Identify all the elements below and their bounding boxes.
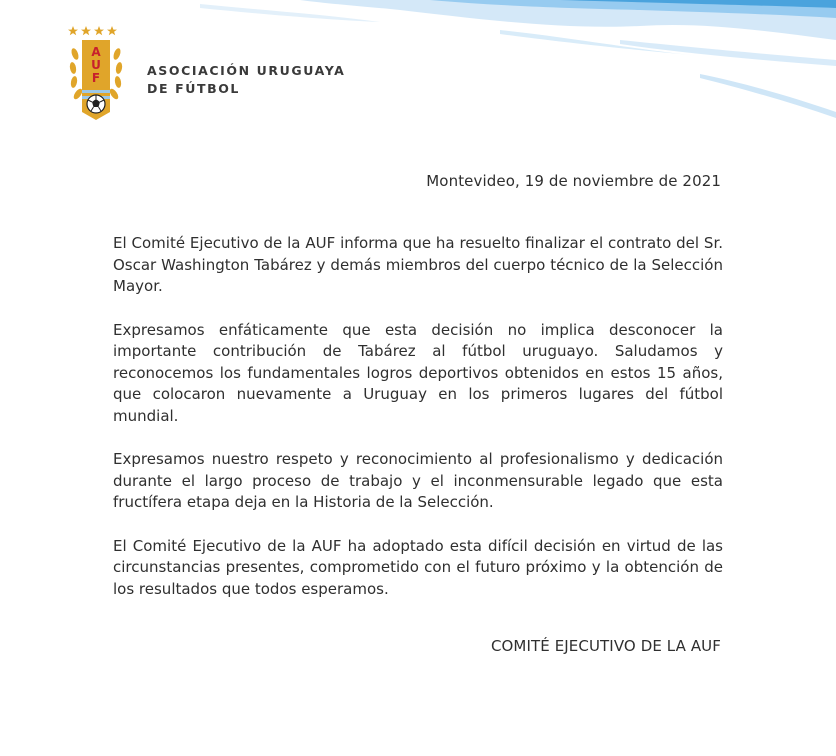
auf-crest-icon — [66, 24, 126, 124]
paragraph: Expresamos enfáticamente que esta decisión no implica desconocer la importante contribución de Tabárez al fútbol uruguayo. Saludamos y reconocemos los fundamentales logros deportivos obtenidos en estos 15 años, que colocaron nuevamente a Uruguay en los primeros lugares del fútbol mundial. — [113, 320, 723, 425]
signature: COMITÉ EJECUTIVO DE LA AUF — [490, 637, 721, 655]
paragraph: El Comité Ejecutivo de la AUF informa que ha resuelto finalizar el contrato del Sr. Oscar Washington Tabárez y demás miembros del cuerpo técnico de la Selección Mayor. — [113, 234, 723, 295]
paragraph: El Comité Ejecutivo de la AUF ha adoptado esta difícil decisión en virtud de las circunstancias presentes, comprometido con el futuro próximo y la obtención de los resultados que todos esperamos. — [113, 536, 723, 598]
org-name-line1: ASOCIACIÓN URUGUAYA — [147, 63, 346, 78]
paragraph: Expresamos nuestro respeto y reconocimiento al profesionalismo y dedicación durante el largo proceso de trabajo y el inconmensurable legado que esta fructífera etapa deja en la Historia de la Selección. — [113, 450, 723, 511]
svg-text:A: A — [91, 45, 101, 59]
organization-name — [147, 62, 345, 98]
letter-body — [113, 233, 723, 622]
svg-text:U: U — [91, 58, 101, 72]
svg-text:F: F — [91, 71, 101, 85]
letter-date: Montevideo, 19 de noviembre de 2021 — [426, 172, 721, 190]
stars-icon — [68, 26, 117, 35]
org-name-line2: DE FÚTBOL — [147, 81, 241, 96]
